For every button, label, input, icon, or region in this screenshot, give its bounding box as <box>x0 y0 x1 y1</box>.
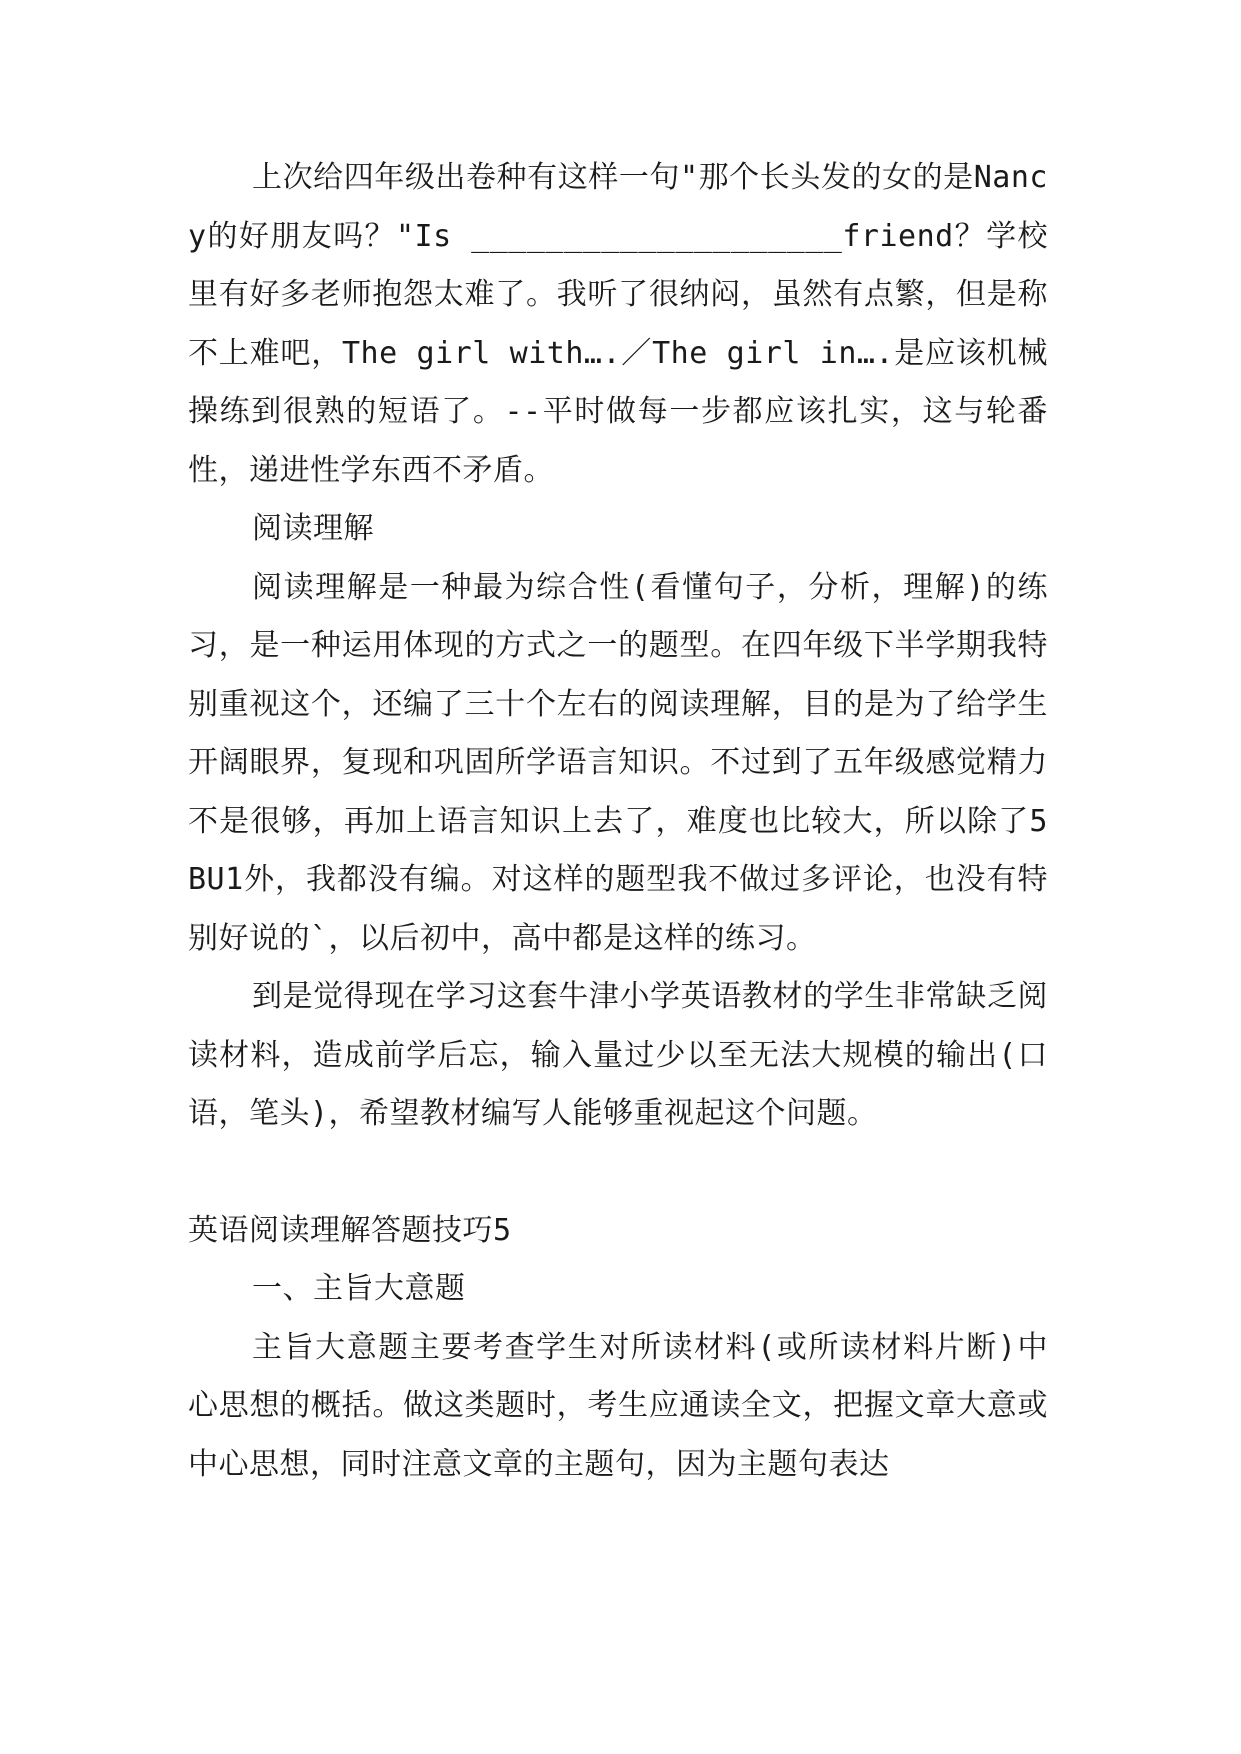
paragraph-reading-description: 阅读理解是一种最为综合性(看懂句子，分析，理解)的练习，是一种运用体现的方式之一的题型。在四年级下半学期我特别重视这个，还编了三十个左右的阅读理解，目的是为了给学生开阔眼界，复现和巩固所学语言知识。不过到了五年级感觉精力不是很够，再加上语言知识上去了，难度也比较大，所以除了5BU1外，我都没有编。对这样的题型我不做过多评论，也没有特别好说的`，以后初中，高中都是这样的练习。 <box>188 569 1048 956</box>
paragraph-exam-sentence: 上次给四年级出卷种有这样一句"那个长头发的女的是Nancy的好朋友吗？"Is ____________________friend？学校里有好多老师抱怨太难了。我听了很纳闷，虽然有点繁，但是称不上难吧，The girl with….／The girl in….是应该机械操练到很熟的短语了。--平时做每一步都应该扎实，这与轮番性，递进性学东西不矛盾。 <box>188 160 1048 488</box>
section-gap <box>188 1144 1048 1202</box>
document-body <box>188 149 1048 1494</box>
paragraph-reading-heading: 阅读理解 <box>252 511 374 546</box>
paragraph-main-idea-description: 主旨大意题主要考查学生对所读材料(或所读材料片断)中心思想的概括。做这类题时，考生应通读全文，把握文章大意或中心思想，同时注意文章的主题句，因为主题句表达 <box>188 1329 1048 1482</box>
paragraph-reading-materials: 到是觉得现在学习这套牛津小学英语教材的学生非常缺乏阅读材料，造成前学后忘，输入量过少以至无法大规模的输出(口语，笔头)，希望教材编写人能够重视起这个问题。 <box>188 979 1048 1131</box>
section-title: 英语阅读理解答题技巧5 <box>188 1212 512 1248</box>
paragraph-main-idea-heading: 一、主旨大意题 <box>252 1271 466 1306</box>
